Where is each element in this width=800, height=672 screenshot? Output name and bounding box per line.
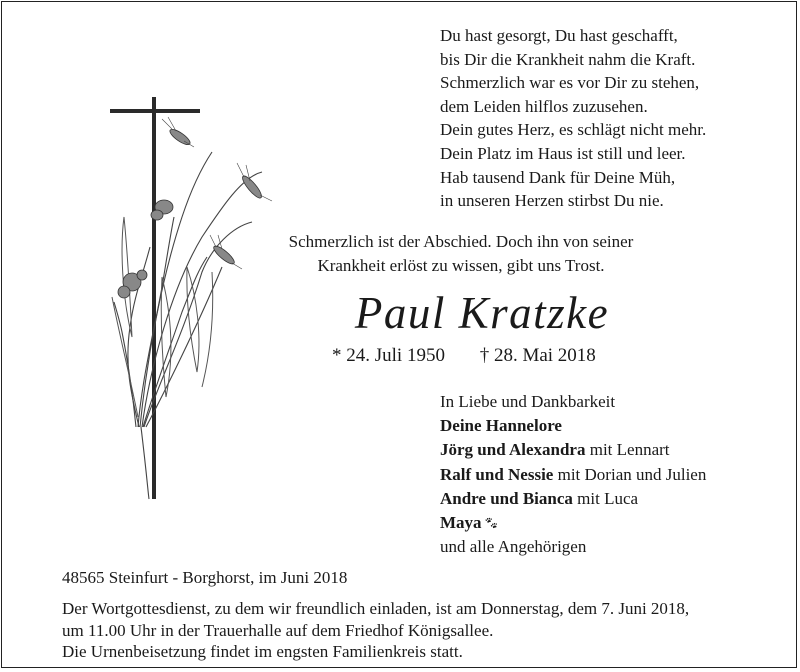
poem-line: dem Leiden hilflos zuzusehen. (440, 96, 648, 116)
obituary-notice (1, 1, 797, 668)
paw-print-icon: 🐾︎ (483, 516, 499, 531)
mourner-name: Deine Hannelore (440, 416, 562, 436)
service-info (62, 598, 689, 663)
mourner-name: Ralf und Nessie (440, 464, 554, 484)
poem-line: Schmerzlich war es vor Dir zu stehen, (440, 73, 700, 93)
mourners-list (440, 390, 706, 559)
death-date: † 28. Mai 2018 (479, 345, 596, 366)
life-dates (332, 345, 596, 367)
service-line: Die Urnenbeisetzung findet im engsten Familienkreis statt. (62, 642, 463, 661)
service-line: um 11.00 Uhr in der Trauerhalle auf dem Friedhof Königsallee. (62, 620, 494, 640)
poem (440, 24, 706, 213)
cross-with-wheat-icon (102, 97, 287, 502)
mourner-row (440, 511, 706, 535)
poem-line: Dein Platz im Haus ist still und leer. (440, 143, 686, 163)
mourner-row (440, 438, 706, 462)
mourner-row (440, 463, 706, 487)
poem-line: Hab tausend Dank für Deine Müh, (440, 167, 676, 187)
place-and-date: 48565 Steinfurt - Borghorst, im Juni 2018 (62, 568, 348, 587)
mourner-row (440, 487, 706, 511)
quote-line: Schmerzlich ist der Abschied. Doch ihn von seiner (288, 232, 634, 251)
farewell-quote (242, 230, 680, 277)
service-line: Der Wortgottesdienst, zu dem wir freundlich einladen, ist am Donnerstag, dem 7. Juni 2018, (62, 599, 690, 618)
quote-line: Krankheit erlöst zu wissen, gibt uns Trost. (317, 255, 605, 275)
mourners-outro: und alle Angehörigen (440, 537, 587, 557)
poem-line: in unseren Herzen stirbst Du nie. (440, 191, 664, 211)
poem-line: Du hast gesorgt, Du hast geschafft, (440, 26, 678, 45)
mourner-name: Maya (440, 513, 482, 533)
deceased-name: Paul Kratzke (354, 288, 610, 338)
mourner-name: Jörg und Alexandra (440, 440, 586, 460)
mourner-extra: mit Luca (572, 488, 639, 508)
poem-line: bis Dir die Krankheit nahm die Kraft. (440, 49, 696, 69)
mourner-row (440, 414, 706, 438)
mourner-name: Andre und Bianca (440, 488, 573, 508)
mourners-intro: In Liebe und Dankbarkeit (440, 392, 616, 411)
birth-date: * 24. Juli 1950 (332, 345, 445, 366)
poem-line: Dein gutes Herz, es schlägt nicht mehr. (440, 120, 707, 140)
mourner-extra: mit Dorian und Julien (553, 464, 707, 484)
mourner-extra: mit Lennart (585, 440, 670, 460)
